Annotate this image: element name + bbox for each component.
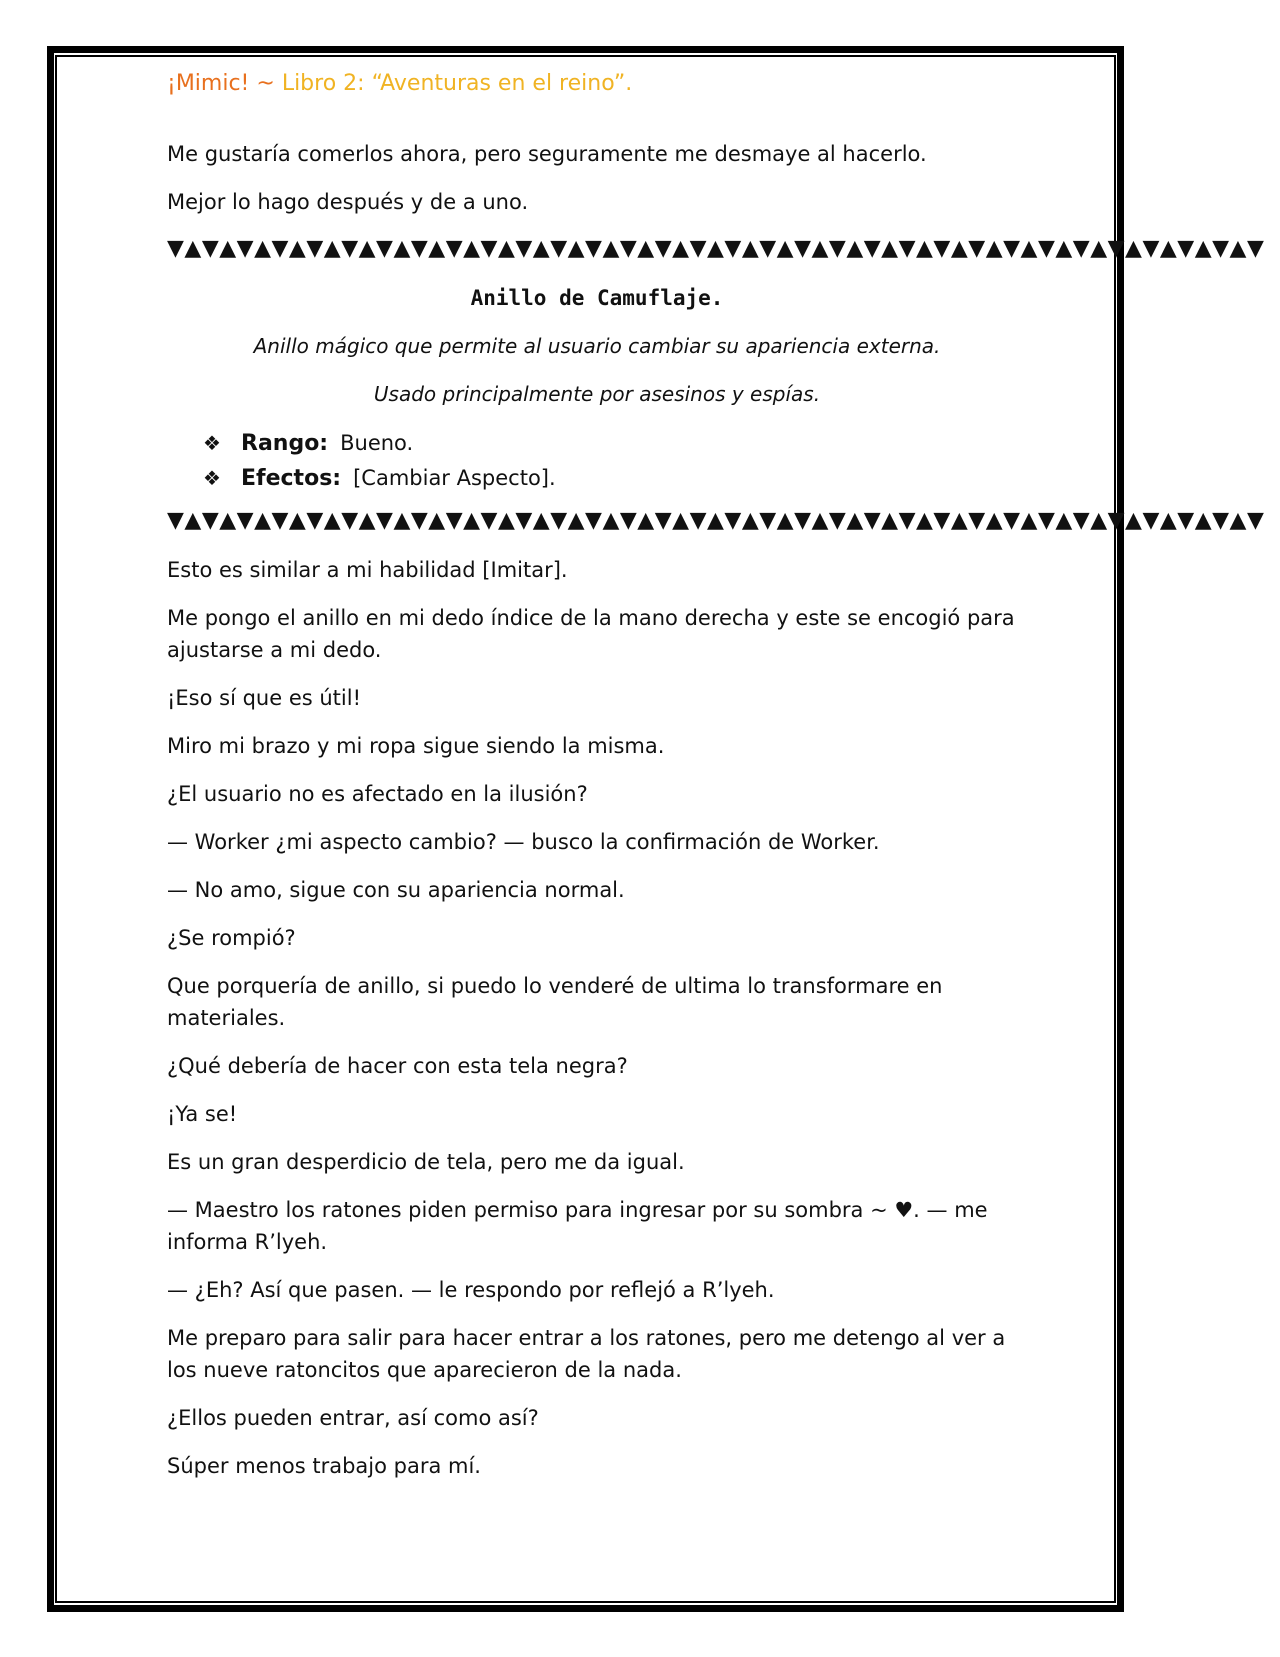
paragraph: Me pongo el anillo en mi dedo índice de la mano derecha y este se encogió para ajustarse a mi dedo. [167, 606, 1015, 662]
diamond-bullet-icon: ❖ [203, 466, 221, 490]
item-description: Anillo mágico que permite al usuario cambiar su apariencia externa. [253, 334, 941, 358]
header-series: ¡Mimic! ~ [167, 71, 275, 96]
running-header [167, 64, 1027, 104]
paragraph: ¡Ya se! [167, 1102, 238, 1126]
stat-value: Bueno. [340, 431, 414, 455]
paragraph: ¡Eso sí que es útil! [167, 686, 362, 710]
stat-value: [Cambiar Aspecto]. [353, 466, 556, 490]
paragraph: Me gustaría comerlos ahora, pero seguramente me desmaye al hacerlo. [167, 142, 927, 166]
page-content [167, 64, 1265, 1498]
triangle-divider: ▼▲▼▲▼▲▼▲▼▲▼▲▼▲▼▲▼▲▼▲▼▲▼▲▼▲▼▲▼▲▼▲▼▲▼▲▼▲▼▲▼▲▼▲▼▲▼▲▼▲▼▲▼▲▼▲▼▲▼▲▼▲▼ [167, 508, 1265, 533]
item-description: Usado principalmente por asesinos y espías. [373, 382, 821, 406]
paragraph: — No amo, sigue con su apariencia normal. [167, 878, 625, 902]
paragraph: Esto es similar a mi habilidad [Imitar]. [167, 558, 568, 582]
paragraph: Que porquería de anillo, si puedo lo venderé de ultima lo transformare en materiales. [167, 974, 943, 1030]
paragraph: — Maestro los ratones piden permiso para ingresar por su sombra ~ ♥. — me informa R’lyeh. [167, 1198, 988, 1254]
paragraph: Súper menos trabajo para mí. [167, 1454, 481, 1478]
paragraph: ¿El usuario no es afectado en la ilusión? [167, 782, 588, 806]
item-stat-effects [203, 461, 1027, 496]
stat-key: Rango: [241, 431, 329, 456]
paragraph: — ¿Eh? Así que pasen. — le respondo por reflejó a R’lyeh. [167, 1278, 775, 1302]
item-stat-rank [203, 426, 1027, 461]
diamond-bullet-icon: ❖ [203, 431, 221, 455]
stat-key: Efectos: [241, 466, 342, 491]
paragraph: ¿Ellos pueden entrar, así como así? [167, 1406, 539, 1430]
paragraph: — Worker ¿mi aspecto cambio? — busco la confirmación de Worker. [167, 830, 880, 854]
item-stats-list [203, 426, 1027, 496]
item-title: Anillo de Camuflaje. [470, 286, 724, 310]
paragraph: Mejor lo hago después y de a uno. [167, 190, 529, 214]
paragraph: ¿Se rompió? [167, 926, 296, 950]
paragraph: Es un gran desperdicio de tela, pero me da igual. [167, 1150, 685, 1174]
triangle-divider: ▼▲▼▲▼▲▼▲▼▲▼▲▼▲▼▲▼▲▼▲▼▲▼▲▼▲▼▲▼▲▼▲▼▲▼▲▼▲▼▲▼▲▼▲▼▲▼▲▼▲▼▲▼▲▼▲▼▲▼▲▼▲▼ [167, 236, 1265, 261]
header-book-title: Libro 2: “Aventuras en el reino”. [281, 71, 633, 96]
paragraph: ¿Qué debería de hacer con esta tela negra? [167, 1054, 628, 1078]
paragraph: Miro mi brazo y mi ropa sigue siendo la misma. [167, 734, 665, 758]
paragraph: Me preparo para salir para hacer entrar a los ratones, pero me detengo al ver a los nueve ratoncitos que aparecieron de la nada. [167, 1326, 1006, 1382]
